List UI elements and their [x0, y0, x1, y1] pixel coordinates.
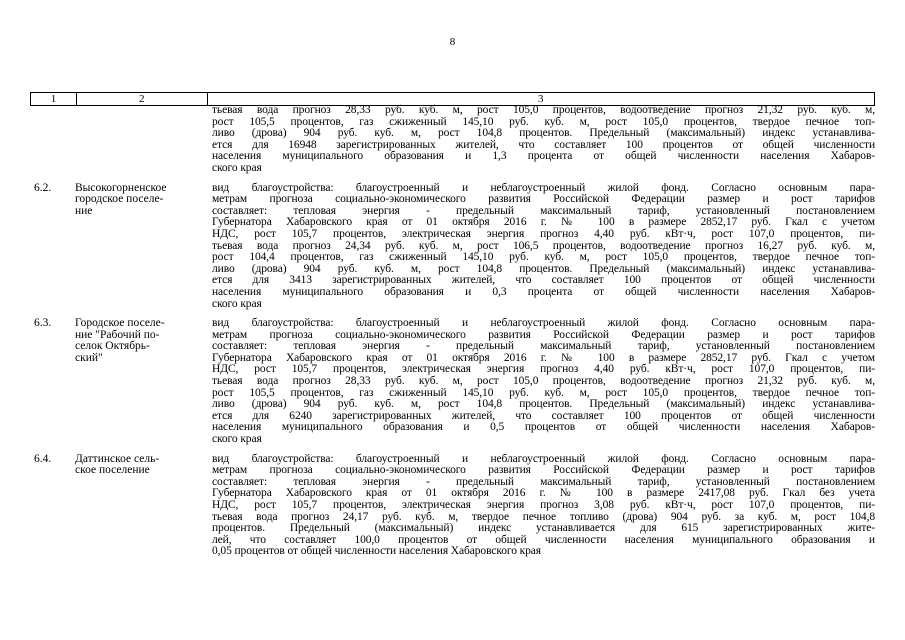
description-line: метрам прогноза социально-экономического развития Российской Федерации размер и рост тарифов [212, 464, 875, 477]
description-line: НДС, рост 105,7 процентов, электрическая энергия прогноз 3,08 руб. кВт·ч, рост 107,0 процентов, пи- [212, 499, 875, 511]
description-line: составляет: тепловая энергия - предельный максимальный тариф, установленный постановлением [212, 340, 875, 353]
description-line: тьевая вода прогноз 28,33 руб. куб. м, рост 105,0 процентов, водоотведение прогноз 21,32 руб. куб. м, [212, 375, 875, 388]
settlement-name-line: городское поселе- [75, 193, 164, 206]
description-line: составляет: тепловая энергия - предельный максимальный тариф, установленный постановлением [212, 475, 875, 488]
description-line: рост 105,5 процентов, газ сжиженный 145,10 руб. куб. м, рост 105,0 процентов, твердое печное топ- [212, 386, 875, 399]
document-table-body [30, 105, 875, 558]
row-number: 6.2. [34, 181, 52, 194]
description-line: населения муниципального образования и 1,3 процента от общей численности населения Хабаров- [212, 150, 875, 163]
settlement-name [75, 183, 208, 311]
settlement-name-line: ский" [75, 351, 103, 364]
description-line: составляет: тепловая энергия - предельный максимальный тариф, установленный постановлением [212, 204, 875, 217]
description-line: ского края [212, 433, 262, 446]
table-row [30, 318, 875, 446]
description-line: Губернатора Хабаровского края от 01 октября 2016 г. № 100 в размере 2417,08 руб. Гкал без учета [212, 487, 875, 500]
description-line: вид благоустройства: благоустроенный и неблагоустроенный жилой фонд. Согласно основным пара- [212, 452, 875, 465]
settlement-name-line: селок Октябрь- [75, 340, 150, 353]
description-line: процентов. Предельный (максимальный) индекс устанавливается для 615 зарегистрированных жите- [212, 522, 875, 535]
row-number: 6.4. [34, 452, 52, 465]
tariff-description [208, 454, 875, 558]
description-line: ется для 3413 зарегистрированных жителей, что составляет 100 процентов от общей численности [212, 274, 875, 287]
settlement-name [75, 105, 208, 175]
settlement-name [75, 454, 208, 558]
settlement-name-line: Высокогорненское [75, 181, 167, 194]
settlement-name-line: ское поселение [75, 464, 150, 477]
table-row [30, 454, 875, 558]
table-row [30, 183, 875, 311]
settlement-name-line: Даттинское сель- [75, 452, 160, 465]
description-line: ского края [212, 297, 262, 310]
description-line: вид благоустройства: благоустроенный и неблагоустроенный жилой фонд. Согласно основным пара- [212, 181, 875, 194]
table-row [30, 105, 875, 175]
column-header-3: 3 [207, 93, 874, 106]
settlement-name [75, 318, 208, 446]
description-line: населения муниципального образования и 0,5 процентов от общей численности населения Хабаров- [212, 421, 875, 434]
tariff-description [208, 183, 875, 311]
description-line: Губернатора Хабаровского края от 01 октября 2016 г. № 100 в размере 2852,17 руб. Гкал с учетом [212, 216, 875, 229]
description-line: вид благоустройства: благоустроенный и неблагоустроенный жилой фонд. Согласно основным пара- [212, 317, 875, 330]
description-line: ливо (дрова) 904 руб. куб. м, рост 104,8 процентов. Предельный (максимальный) индекс устанавлива- [212, 127, 875, 140]
description-line: тьевая вода прогноз 24,34 руб. куб. м, рост 106,5 процентов, водоотведение прогноз 16,27 руб. куб. м, [212, 239, 875, 252]
description-line: ется для 16948 зарегистрированных жителей, что составляет 100 процентов от общей численности [212, 138, 875, 151]
description-line: ливо (дрова) 904 руб. куб. м, рост 104,8 процентов. Предельный (максимальный) индекс устанавлива- [212, 262, 875, 275]
description-line: рост 104,4 процентов, газ сжиженный 145,10 руб. куб. м, рост 105,0 процентов, твердое печное топ- [212, 251, 875, 264]
description-line: НДС, рост 105,7 процентов, электрическая энергия прогноз 4,40 руб. кВт·ч, рост 107,0 процентов, пи- [212, 363, 875, 376]
description-line: ского края [212, 161, 262, 174]
settlement-name-line: ние "Рабочий по- [75, 328, 160, 341]
description-line: Губернатора Хабаровского края от 01 октября 2016 г. № 100 в размере 2852,17 руб. Гкал с учетом [212, 351, 875, 364]
column-header-2: 2 [76, 93, 207, 106]
settlement-name-line: Городское поселе- [75, 317, 165, 330]
description-line: тьевая вода прогноз 28,33 руб. куб. м, рост 105,0 процентов, водоотведение прогноз 21,32 руб. куб. м, [212, 104, 875, 116]
description-line: ется для 6240 зарегистрированных жителей, что составляет 100 процентов от общей численности [212, 409, 875, 422]
description-line: НДС, рост 105,7 процентов, электрическая энергия прогноз 4,40 руб. кВт·ч, рост 107,0 процентов, пи- [212, 227, 875, 240]
description-line: метрам прогноза социально-экономического развития Российской Федерации размер и рост тарифов [212, 328, 875, 341]
description-line: лей, что составляет 100,0 процентов от общей численности населения муниципального образования и [212, 533, 875, 546]
row-number: 6.3. [34, 317, 52, 330]
description-line: ливо (дрова) 904 руб. куб. м, рост 104,8 процентов. Предельный (максимальный) индекс устанавлива- [212, 398, 875, 411]
description-line: 0,05 процентов от общей численности населения Хабаровского края [212, 545, 541, 558]
description-line: рост 105,5 процентов, газ сжиженный 145,10 руб. куб. м, рост 105,0 процентов, твердое печное топ- [212, 115, 875, 128]
settlement-name-line: ние [75, 204, 93, 217]
tariff-description [208, 105, 875, 175]
page-number: 8 [449, 36, 456, 48]
column-header-1: 1 [31, 93, 77, 106]
description-line: населения муниципального образования и 0,3 процента от общей численности населения Хабаров- [212, 285, 875, 298]
description-line: тьевая вода прогноз 24,17 руб. куб. м, твердое печное топливо (дрова) 904 руб. за куб. м, рост 104,8 [212, 510, 875, 523]
description-line: метрам прогноза социально-экономического развития Российской Федерации размер и рост тарифов [212, 193, 875, 206]
row-number [30, 105, 75, 175]
tariff-description [208, 318, 875, 446]
